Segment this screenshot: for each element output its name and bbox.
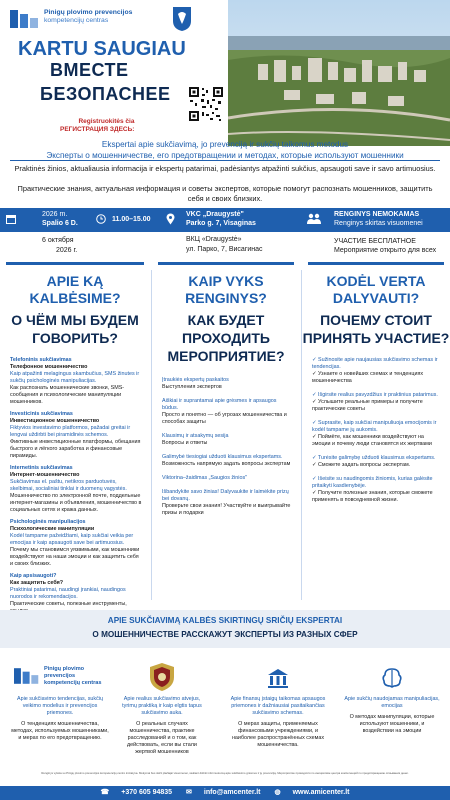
column-accent-bar: [6, 262, 144, 265]
column-format-heading-ru: КАК БУДЕТ ПРОХОДИТЬ МЕРОПРИЯТИЕ?: [167, 312, 285, 364]
footer-email[interactable]: info@amcenter.lt: [203, 789, 261, 796]
topic-title-ru: Интернет-мошенничество: [10, 472, 80, 478]
experts-banner-ru: О МОШЕННИЧЕСТВЕ РАССКАЖУТ ЭКСПЕРТЫ ИЗ РАЗНЫХ СФЕР: [92, 630, 358, 639]
topic-text-lt: Sukčiavimas el. paštu, netikros parduotuvės, skelbimai, socialiniai tinklai ir duomenų vagystės.: [10, 479, 127, 492]
topic-text-lt: Praktiniai patarimai, naudingi įrankiai, naudingos nuorodos ir rekomendacijos.: [10, 587, 126, 600]
expert-item: [344, 660, 440, 735]
benefit-text-ru: ✓ Сможете задать вопросы экспертам.: [312, 462, 411, 468]
experts-row: [0, 660, 450, 770]
expert-logo: [118, 660, 206, 694]
topic-title-lt: Telefoninis sukčiavimas: [10, 357, 72, 363]
expert-org-name: [44, 666, 110, 687]
expert-item: [228, 660, 328, 749]
location-pin-icon: [166, 213, 175, 225]
format-text-ru: Просто и понятно — об угрозах мошенничества и способах защиты: [162, 412, 287, 425]
expert-logo: [344, 660, 440, 694]
benefit-text-ru: ✓ Поймёте, как мошенники воздействуют на эмоции и почему люди становятся их жертвами: [312, 434, 432, 447]
calendar-icon: [6, 214, 16, 224]
topic-text-ru: Практические советы, полезные инструменты,: [10, 601, 127, 607]
column-topics-heading-ru: О ЧЁМ МЫ БУДЕМ ГОВОРИТЬ?: [11, 312, 139, 346]
topic-title-lt: Kaip apsisaugoti?: [10, 573, 57, 579]
topic-title-ru: Телефонное мошенничество: [10, 364, 88, 370]
expert-text-ru: О тенденциях мошенничества, методах, используемых мошенниками, и мерах по его предотвращению.: [11, 721, 109, 741]
expert-text-ru: О реальных случаях мошенничества, практике расследований и о том, как действовать, если вы стали жертвой мошенников: [127, 721, 197, 755]
benefit-text-ru: ✓ Услышите реальные примеры и получите практические советы: [312, 399, 423, 412]
topic-text-ru: Мошенничество по электронной почте, поддельные интернет-магазины и объявления, мошенничество в социальных сетях и кража данных.: [10, 493, 142, 513]
expert-text-lt: Apie sukčiavimo tendencijas, sukčių veikimo modelius ir prevencijos priemones.: [17, 696, 103, 716]
topic-title-ru: Инвестиционное мошенничество: [10, 418, 100, 424]
column-benefits-heading-ru: ПОЧЕМУ СТОИТ ПРИНЯТЬ УЧАСТИЕ?: [302, 312, 450, 346]
topic-title-lt: Investicinis sukčiavimas: [10, 411, 73, 417]
org-line2: kompetencijų centras: [44, 17, 109, 24]
event-date-lt-year: 2026 m.: [42, 211, 68, 218]
registration-lt: Registruokitės čia: [78, 118, 135, 125]
fine-print: Renginys vyksta su Pinigų plovimo prevencijos kompetencijų centro iniciatyva. Mokymai bus skirti plačiajai visuomenei, siekiant didinti informuotumą apie sukčiavimo grėsmes ir jų prevenciją. Mероприятие проводится по инициативе центра компетенций по предотвращению отмывания денег.: [41, 771, 409, 775]
topic-text-lt: Kaip atpažinti melagingus skambučius, SMS žinutes ir sukčių psichologinės manipuliacijas.: [10, 371, 140, 384]
column-benefits-heading-lt: KODĖL VERTA DALYVAUTI?: [326, 273, 426, 306]
bank-icon: [266, 666, 290, 690]
org-logo-icon: [14, 666, 40, 686]
experts-banner: [0, 610, 450, 648]
format-item: [162, 377, 292, 391]
event-venue-ru-name: ВКЦ «Draugystė»: [186, 236, 242, 243]
topic-text-lt: Kodėl tampame pažeidžiami, kaip sukčiai veikia per emocijas ir kaip apsaugoti save bei artimuosius.: [10, 533, 134, 546]
footer-phone[interactable]: +370 605 94835: [121, 789, 173, 796]
format-text-ru: Выступления экспертов: [162, 384, 222, 390]
format-text-lt: Galimybė tiesiogiai užduoti klausimus ekspertams.: [162, 454, 283, 460]
expert-text-lt: Apie sukčių naudojamas manipuliacijas, emocijas: [344, 696, 440, 709]
phone-icon: ☎: [100, 789, 110, 796]
event-audience-ru: Мероприятие открыто для всех: [334, 247, 437, 254]
topic-item: [10, 573, 142, 615]
benefit-text-ru: ✓ Узнаете о новейших схемах и тенденциях мошенничества: [312, 371, 424, 384]
qr-code-icon[interactable]: [188, 86, 224, 122]
intro-ru: Практические знания, актуальная информация и советы экспертов, которые помогут распознать мошенников, защитить себя и своих близких.: [17, 184, 433, 203]
event-info-ru: [0, 232, 450, 260]
format-text-lt: Įtraukiės ekspertų paskaitos: [162, 377, 229, 383]
expert-text-ru: О мерах защиты, применяемых финансовыми учреждениями, и наиболее распространённых схемах мошенничества.: [231, 721, 325, 748]
column-benefits-body: [302, 347, 450, 504]
event-time: 11.00–15.00: [112, 216, 151, 223]
topic-item: [10, 357, 142, 406]
city-crest-icon: [172, 6, 192, 32]
expert-logo: [228, 660, 328, 694]
people-icon: [306, 213, 322, 225]
title-lt: KARTU SAUGIAU: [18, 38, 186, 60]
topic-title-ru: Как защитить себя?: [10, 580, 64, 586]
event-info-bar: [0, 208, 450, 232]
column-topics-heading-lt: APIE KĄ KALBĖSIME?: [29, 273, 121, 306]
expert-text-ru: О методах манипуляции, которые используют мошенники, и воздействии на эмоции: [349, 714, 435, 734]
subtitle-ru: Эксперты о мошенничестве, его предотвращении и методах, которые используют мошенники: [46, 151, 404, 160]
event-date-ru-year: 2026 г.: [56, 247, 78, 254]
benefit-text-lt: ✓ Išeisite su naudingomis žiniomis, kurias galėsite pritaikyti kasdienybėje.: [312, 476, 433, 489]
event-audience-lt: Renginys skirtas visuomenei: [334, 220, 423, 227]
event-date-lt-day: Spalio 6 D.: [42, 220, 78, 227]
city-aerial-image: [228, 0, 450, 146]
expert-text-lt: Apie finansų įstaigų taikomas apsaugos priemones ir dažniausiai pasitaikančias sukčiavimo schemas.: [230, 696, 326, 716]
column-topics: [0, 262, 150, 608]
column-topics-body: [0, 347, 150, 615]
event-venue-ru-address: ул. Парко, 7, Висагинас: [186, 246, 263, 253]
registration-ru: РЕГИСТРАЦИЯ ЗДЕСЬ:: [60, 126, 135, 133]
benefit-text-lt: ✓ Sužinosite apie naujausias sukčiavimo schemas ir tendencijas.: [312, 357, 438, 370]
expert-logo: [10, 660, 110, 694]
column-format: [152, 262, 300, 608]
org-line1: Pinigų plovimo prevencijos: [44, 9, 133, 16]
topic-item: [10, 519, 142, 568]
topic-item: [10, 411, 142, 460]
topic-text-ru: Фиктивные инвестиционные платформы, обещания быстрого и лёгкого заработка и финансовые пирамиды.: [10, 439, 141, 459]
benefit-item: [312, 420, 442, 448]
topic-title-lt: Internetinis sukčiavimas: [10, 465, 73, 471]
benefit-text-lt: ✓ Išgirsite realius pavyzdžius ir praktinius patarimus.: [312, 392, 438, 398]
format-item: [162, 475, 292, 482]
expert-item: [10, 660, 110, 742]
expert-org-line2: kompetencijų centras: [44, 680, 102, 686]
title-ru-line1: ВМЕСТЕ: [50, 60, 129, 80]
expert-org-line1: Pinigų plovimo prevencijos: [44, 666, 85, 679]
org-name: [44, 9, 184, 25]
topic-item: [10, 465, 142, 514]
email-icon: ✉: [186, 789, 192, 796]
event-date-ru-day: 6 октября: [42, 237, 74, 244]
subtitle-lt: Ekspertai apie sukčiavimą, jo prevenciją ir sukčių taikomus metodus: [101, 140, 349, 149]
benefit-text-lt: ✓ Turėsite galimybę užduoti klausimus ekspertams.: [312, 455, 436, 461]
format-text-lt: Viktorina–žaidimas „Saugios žinios": [162, 475, 248, 481]
topic-title-ru: Психологические манипуляции: [10, 526, 95, 532]
format-text-lt: Klausimų ir atsakymų sesija: [162, 433, 229, 439]
topic-text-lt: Fiktyvios investavimo platformos, pažadai greitai ir lengvai uždirbti bei piramidinės schemos.: [10, 425, 131, 438]
registration-label: [60, 118, 134, 134]
format-text-lt: Aiškiai ir suprantamai apie grėsmes ir apsaugos būdus.: [162, 398, 277, 411]
brain-icon: [380, 666, 404, 690]
footer-contacts: [0, 786, 450, 800]
format-item: [162, 489, 292, 517]
format-text-ru: Возможность напрямую задать вопросы экспертам: [162, 461, 291, 467]
police-badge-icon: [148, 662, 176, 692]
benefit-item: [312, 476, 442, 504]
divider: [10, 160, 440, 161]
globe-icon: ◍: [274, 789, 281, 796]
format-item: [162, 454, 292, 468]
benefit-item: [312, 392, 442, 413]
benefit-text-lt: ✓ Suprasite, kaip sukčiai manipuliuoja emocijomis ir kodėl tampame jų aukomis.: [312, 420, 437, 433]
event-free-ru: УЧАСТИЕ БЕСПЛАТНОЕ: [334, 238, 416, 245]
event-free-lt: RENGINYS NEMOKAMAS: [334, 211, 420, 218]
clock-icon: [96, 214, 106, 224]
format-item: [162, 398, 292, 426]
org-logo-icon: [10, 8, 40, 30]
topic-text-ru: Как распознать мошеннические звонки, SMS-сообщения и психологические манипуляции мошенников.: [10, 385, 125, 405]
benefit-item: [312, 357, 442, 385]
format-text-lt: Išbandykite savo žinias! Dalyvaukite ir laimėkite prizų bei dovanų.: [162, 489, 289, 502]
topic-title-lt: Psichologinės manipuliacijos: [10, 519, 86, 525]
expert-text-lt: Apie realius sukčiavimo atvejus, tyrimų praktiką ir kaip elgtis tapus sukčiavimo auka.: [122, 696, 202, 716]
event-venue-lt-address: Parko g. 7, Visaginas: [186, 220, 256, 227]
expert-item: [118, 660, 206, 756]
experts-banner-lt: APIE SUKČIAVIMĄ KALBĖS SKIRTINGŲ SRIČIŲ EKSPERTAI: [107, 616, 343, 625]
column-accent-bar: [308, 262, 444, 265]
intro-lt: Praktinės žinios, aktualiausia informacija ir ekspertų patarimai, padėsiantys atpažinti sukčius, apsaugoti save ir savo artimuosius.: [14, 164, 436, 173]
benefit-item: [312, 455, 442, 469]
event-venue-lt-name: VKC „Draugystė": [186, 211, 244, 218]
column-benefits: [302, 262, 450, 608]
topic-text-ru: Почему мы становимся уязвимыми, как мошенники воздействуют на наши эмоции и как защитить себя и своих близких.: [10, 547, 140, 567]
format-text-ru: Проверьте свои знания! Участвуйте и выигрывайте призы и подарки: [162, 503, 291, 516]
benefit-text-ru: ✓ Получите полезные знания, которые сможете применять в повседневной жизни.: [312, 490, 433, 503]
column-format-heading-lt: KAIP VYKS RENGINYS?: [185, 273, 267, 306]
format-item: [162, 433, 292, 447]
column-format-body: [152, 365, 300, 517]
format-text-ru: Вопросы и ответы: [162, 440, 208, 446]
footer-web[interactable]: www.amicenter.lt: [292, 789, 350, 796]
title-ru-line2: БЕЗОПАСНЕЕ: [40, 84, 171, 104]
column-accent-bar: [158, 262, 294, 265]
